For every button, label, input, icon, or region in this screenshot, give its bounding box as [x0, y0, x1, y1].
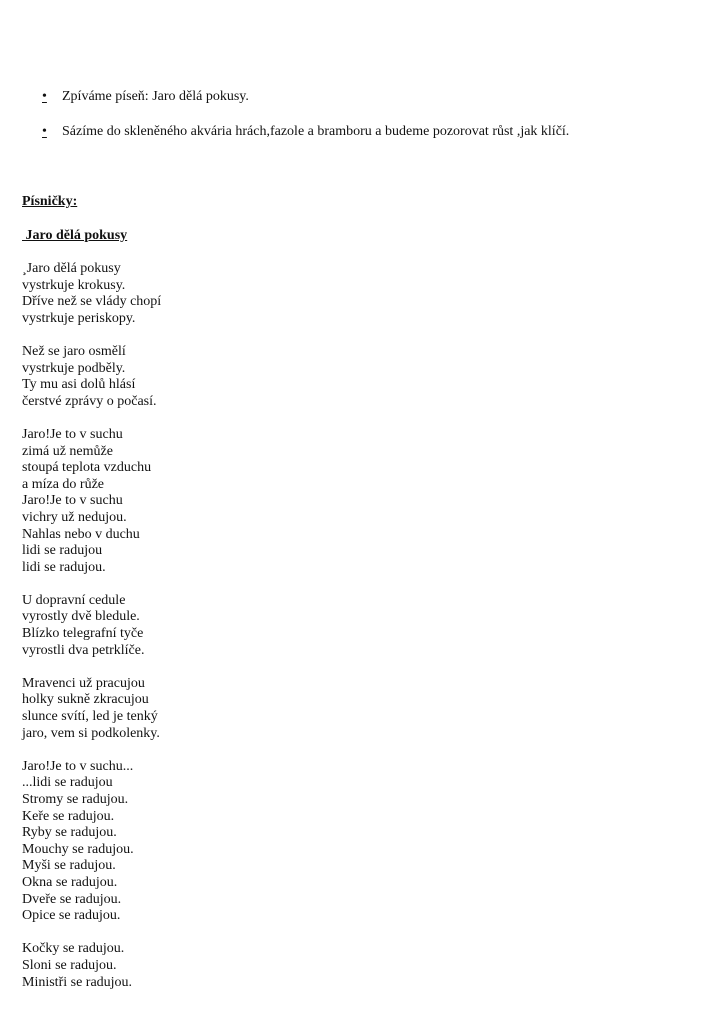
- lyric-line: Sloni se radujou.: [22, 957, 117, 973]
- lyric-line: a míza do růže: [22, 476, 105, 492]
- lyric-line: Jaro!Je to v suchu: [22, 426, 123, 442]
- stanza: [22, 676, 702, 742]
- lyric-line: Než se jaro osmělí: [22, 343, 126, 359]
- section-heading: Písničky:: [22, 194, 78, 209]
- lyric-line: holky sukně zkracujou: [22, 692, 149, 708]
- lyric-line: čerstvé zprávy o počasí.: [22, 393, 157, 409]
- lyric-line: Opice se radujou.: [22, 908, 121, 924]
- lyric-line: Stromy se radujou.: [22, 792, 129, 807]
- lyric-line: ¸Jaro dělá pokusy: [22, 261, 121, 276]
- stanza: [22, 759, 702, 925]
- lyric-line: zimá už nemůže: [22, 443, 113, 459]
- lyric-line: stoupá teplota vzduchu: [22, 460, 152, 476]
- lyric-line: slunce svítí, led je tenký: [22, 709, 158, 725]
- lyric-line: Keře se radujou.: [22, 808, 115, 824]
- lyric-line: Ryby se radujou.: [22, 825, 117, 841]
- bullet-icon: •: [42, 124, 47, 139]
- lyric-line: vystrkuje periskopy.: [22, 310, 136, 326]
- list-item-text: Sázíme do skleněného akvária hrách,fazole a bramboru a budeme pozorovat růst ,jak klíčí.: [62, 124, 570, 139]
- lyric-line: Mouchy se radujou.: [22, 841, 134, 857]
- list-item: [42, 88, 712, 105]
- activity-list: [42, 88, 712, 140]
- stanza: [22, 593, 702, 659]
- lyric-line: Ministři se radujou.: [22, 974, 133, 990]
- lyric-line: jaro, vem si podkolenky.: [22, 725, 160, 741]
- lyric-line: U dopravní cedule: [22, 592, 126, 608]
- lyric-line: Kočky se radujou.: [22, 941, 125, 957]
- stanza: [22, 427, 702, 576]
- lyric-line: vystrkuje podběly.: [22, 360, 126, 376]
- stanza: [22, 344, 702, 410]
- stanza: [22, 261, 702, 327]
- lyric-line: Jaro!Je to v suchu: [22, 493, 123, 509]
- lyric-line: vichry už nedujou.: [22, 509, 127, 525]
- list-item-text: Zpíváme píseň: Jaro dělá pokusy.: [62, 89, 249, 104]
- lyric-line: Dveře se radujou.: [22, 891, 122, 907]
- lyric-line: vyrostly dvě bledule.: [22, 609, 140, 625]
- bullet-icon: •: [42, 89, 47, 104]
- songs-section: [22, 193, 702, 1008]
- song-lyrics: [22, 261, 702, 991]
- lyric-line: vystrkuje krokusy.: [22, 277, 126, 293]
- lyric-line: Jaro!Je to v suchu...: [22, 758, 134, 774]
- stanza: [22, 941, 702, 991]
- lyric-line: Dříve než se vlády chopí: [22, 294, 162, 310]
- lyric-line: lidi se radujou: [22, 543, 103, 559]
- lyric-line: Mravenci už pracujou: [22, 675, 145, 691]
- lyric-line: Nahlas nebo v duchu: [22, 526, 140, 542]
- lyric-line: vyrostli dva petrklíče.: [22, 642, 145, 658]
- lyric-line: Myši se radujou.: [22, 858, 116, 874]
- lyric-line: Ty mu asi dolů hlásí: [22, 377, 136, 393]
- lyric-line: Blízko telegrafní tyče: [22, 626, 144, 642]
- lyric-line: ...lidi se radujou: [22, 775, 113, 791]
- lyric-line: lidi se radujou.: [22, 559, 106, 575]
- song-title: Jaro dělá pokusy: [22, 228, 128, 243]
- list-item: [42, 123, 712, 140]
- lyric-line: Okna se radujou.: [22, 874, 118, 890]
